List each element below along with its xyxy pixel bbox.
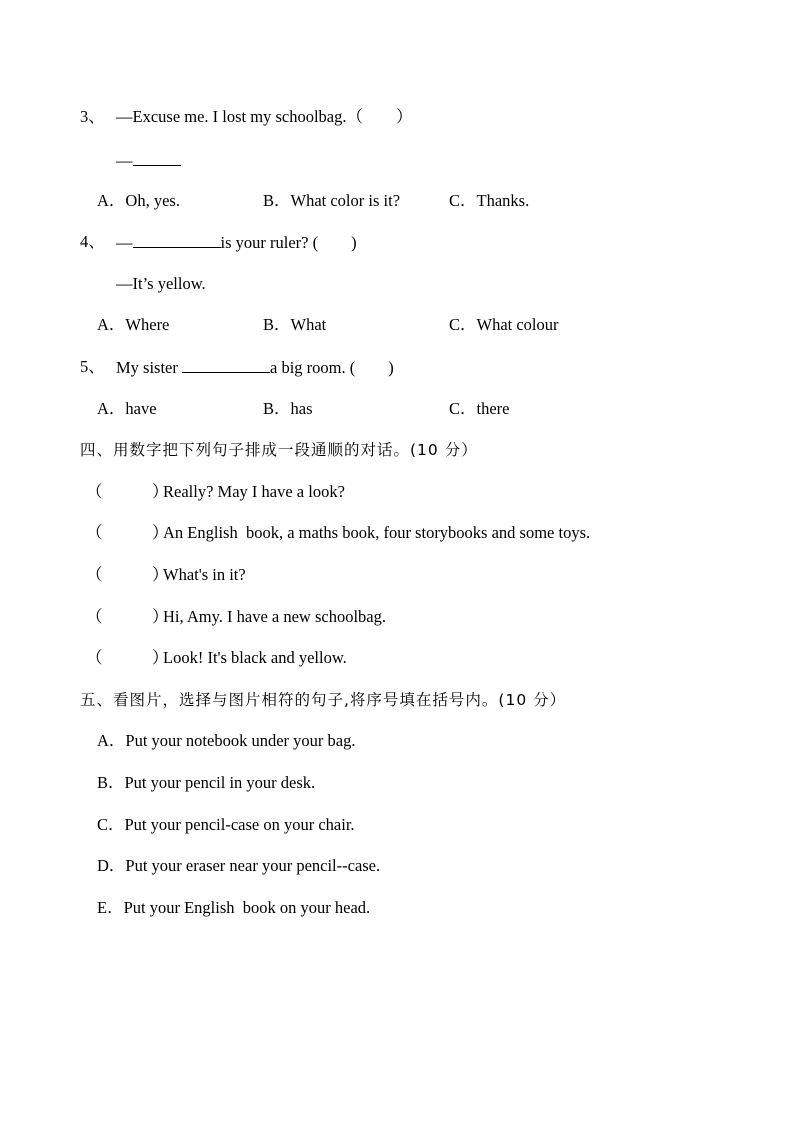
section4-item-2-bracket[interactable]: （ ）	[86, 523, 169, 542]
section4-item-3-text: What's in it?	[163, 565, 246, 584]
q4-number: 4、	[80, 232, 105, 251]
q3-reply-dash: —	[116, 151, 133, 170]
q3-answer-blank[interactable]	[133, 150, 181, 166]
q3-option-c: C．Thanks.	[449, 191, 530, 210]
q4-stem-tail: is your ruler? ( )	[220, 233, 357, 252]
section4-item-2-text: An English book, a maths book, four storybooks and some toys.	[163, 523, 591, 542]
section5-option-d: D．Put your eraser near your pencil--case.	[97, 856, 381, 875]
q5-option-a: A．have	[97, 399, 157, 418]
section5-option-a: A．Put your notebook under your bag.	[97, 731, 356, 750]
section4-item-5-bracket[interactable]: （ ）	[86, 648, 169, 667]
section4-item-4-bracket[interactable]: （ ）	[86, 607, 169, 626]
q5-stem-head: My sister	[116, 358, 182, 377]
section4-item-3-bracket[interactable]: （ ）	[86, 565, 169, 584]
q5-answer-blank[interactable]	[182, 357, 270, 373]
q4-answer-blank[interactable]	[133, 232, 221, 248]
section5-option-b: B．Put your pencil in your desk.	[97, 773, 316, 792]
q4-option-c: C．What colour	[449, 315, 559, 334]
section4-title: 四、用数字把下列句子排成一段通顺的对话。(10 分）	[80, 441, 478, 459]
q3-number: 3、	[80, 107, 105, 126]
q3-reply	[116, 150, 181, 171]
q4-dash: —	[116, 233, 133, 252]
section5-title: 五、看图片，选择与图片相符的句子,将序号填在括号内。(10 分）	[80, 691, 567, 709]
section4-item-1-text: Really? May I have a look?	[163, 482, 345, 501]
q5-stem-tail: a big room. ( )	[270, 358, 394, 377]
q5-stem	[116, 357, 394, 378]
q4-option-b: B．What	[263, 315, 327, 334]
section4-item-1-bracket[interactable]: （ ）	[86, 482, 169, 501]
section5-option-c: C．Put your pencil-case on your chair.	[97, 815, 355, 834]
q4-stem	[116, 232, 357, 253]
q4-option-a: A．Where	[97, 315, 170, 334]
q5-option-b: B．has	[263, 399, 313, 418]
q3-option-b: B．What color is it?	[263, 191, 401, 210]
section4-item-4-text: Hi, Amy. I have a new schoolbag.	[163, 607, 386, 626]
section5-option-e: E．Put your English book on your head.	[97, 898, 371, 917]
q3-option-a: A．Oh, yes.	[97, 191, 180, 210]
section4-item-5-text: Look! It's black and yellow.	[163, 648, 347, 667]
q5-number: 5、	[80, 357, 105, 376]
q3-stem: —Excuse me. I lost my schoolbag.（ ）	[116, 107, 413, 126]
q4-reply: —It’s yellow.	[116, 274, 206, 293]
q5-option-c: C．there	[449, 399, 510, 418]
